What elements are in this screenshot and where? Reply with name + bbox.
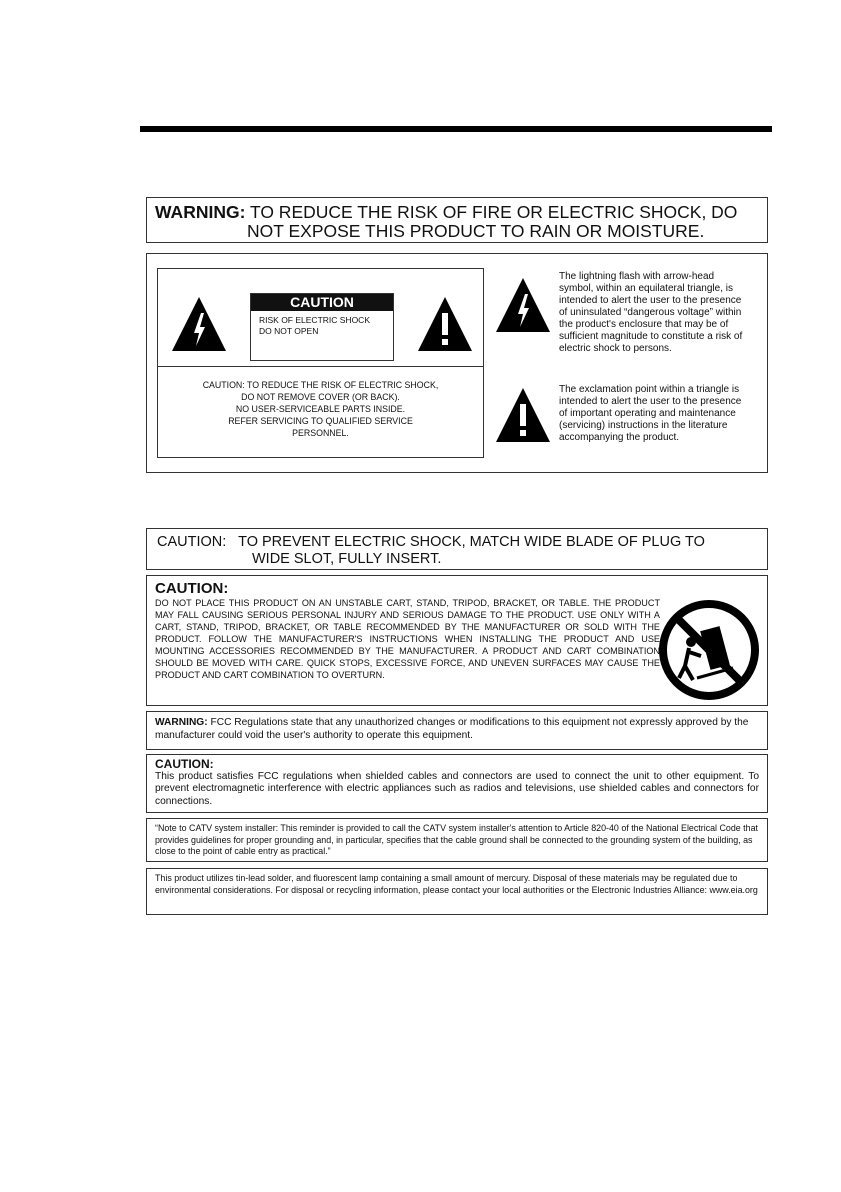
- warning-line-1: TO REDUCE THE RISK OF FIRE OR ELECTRIC SHOCK, DO: [249, 202, 738, 222]
- warning-label: WARNING:: [155, 202, 246, 222]
- fcc-caution-body: This product satisfies FCC regulations when shielded cables and connectors are used to connect the unit to other equipment. To prevent electromagnetic interference with electric appliances such as radios and televisions, use shielded cables and connectors for connections.: [155, 770, 759, 807]
- plug-caution-label: CAUTION:: [157, 534, 227, 550]
- fcc-warning-label: WARNING:: [155, 717, 208, 728]
- fcc-warning-body: FCC Regulations state that any unauthorized changes or modifications to this equipment not expressly approved by the manufacturer could void the user's authority to operate this equipment.: [155, 717, 749, 741]
- panel-divider: [158, 366, 483, 367]
- caution-line: REFER SERVICING TO QUALIFIED SERVICE: [228, 416, 413, 426]
- cart-caution-heading: CAUTION:: [155, 580, 229, 597]
- header-rule: [140, 126, 772, 132]
- fcc-warning-box: [146, 711, 768, 750]
- fcc-caution-heading: CAUTION:: [155, 757, 214, 771]
- plug-caution-line-2: WIDE SLOT, FULLY INSERT.: [252, 551, 442, 567]
- caution-label: [250, 293, 394, 361]
- exclamation-explanation: The exclamation point within a triangle is intended to alert the user to the presence of important operating and maintenance (servicing) instructions in the literature accompanying the product.: [559, 384, 742, 443]
- fcc-caution-box: [146, 754, 768, 813]
- catv-note-box: [146, 818, 768, 862]
- cart-caution-box: [146, 575, 768, 706]
- warning-banner: [146, 197, 768, 243]
- caution-line: DO NOT REMOVE COVER (OR BACK).: [241, 392, 400, 402]
- exclamation-triangle-icon: [416, 295, 474, 353]
- cart-caution-body: DO NOT PLACE THIS PRODUCT ON AN UNSTABLE CART, STAND, TRIPOD, BRACKET, OR TABLE. THE PRODUCT MAY FALL CAUSING SERIOUS PERSONAL INJURY AND SERIOUS DAMAGE TO THE PRODUCT. USE ONLY WITH A CART, STAND, TRIPOD, BRACKET, OR TABLE RECOMMENDED BY THE MANUFACTURER OR SOLD WITH THE PRODUCT. FOLLOW THE MANUFACTURER'S INSTRUCTIONS WHEN INSTALLING THE PRODUCT AND USE MOUNTING ACCESSORIES RECOMMENDED BY THE MANUFACTURER. A PRODUCT AND CART COMBINATION SHOULD BE MOVED WITH CARE. QUICK STOPS, EXCESSIVE FORCE, AND UNEVEN SURFACES MAY CAUSE THE PRODUCT AND CART COMBINATION TO OVERTURN.: [155, 598, 660, 680]
- catv-note-text: “Note to CATV system installer: This reminder is provided to call the CATV system installer's attention to Article 820-40 of the National Electrical Code that provides guidelines for proper grounding and, in particular, specifies that the cable ground shall be connected to the grounding system of the building, as close to the point of cable entry as practical.”: [155, 823, 758, 856]
- caution-instructions: [158, 379, 483, 439]
- lightning-triangle-icon: [493, 276, 553, 334]
- plug-caution-box: [146, 528, 768, 570]
- lightning-triangle-icon: [170, 295, 228, 353]
- cart-tipover-icon: [657, 598, 761, 702]
- exclamation-triangle-icon: [493, 386, 553, 444]
- caution-line: PERSONNEL.: [292, 428, 349, 438]
- lightning-explanation: The lightning flash with arrow-head symbol, within an equilateral triangle, is intended to alert the user to the presence of uninsulated “dangerous voltage” within the product's enclosure that may be of sufficient magnitude to constitute a risk of electric shock to persons.: [559, 271, 743, 354]
- caution-label-heading: CAUTION: [251, 294, 393, 311]
- caution-line: CAUTION: TO REDUCE THE RISK OF ELECTRIC SHOCK,: [202, 380, 439, 390]
- safety-symbols-box: [146, 253, 768, 473]
- caution-label-panel: [157, 268, 484, 458]
- caution-line: NO USER-SERVICEABLE PARTS INSIDE.: [235, 404, 406, 414]
- warning-line-2: NOT EXPOSE THIS PRODUCT TO RAIN OR MOISTURE.: [247, 221, 705, 241]
- caution-label-line-1: RISK OF ELECTRIC SHOCK: [259, 315, 370, 325]
- caution-label-line-2: DO NOT OPEN: [259, 325, 319, 336]
- disposal-note-box: [146, 868, 768, 915]
- plug-caution-line-1: TO PREVENT ELECTRIC SHOCK, MATCH WIDE BLADE OF PLUG TO: [238, 534, 705, 550]
- disposal-note-text: This product utilizes tin-lead solder, and fluorescent lamp containing a small amount of mercury. Disposal of these materials may be regulated due to environmental considerations. For disposal or recycling information, please contact your local authorities or the Electronic Industries Alliance: www.eia.org: [155, 873, 758, 895]
